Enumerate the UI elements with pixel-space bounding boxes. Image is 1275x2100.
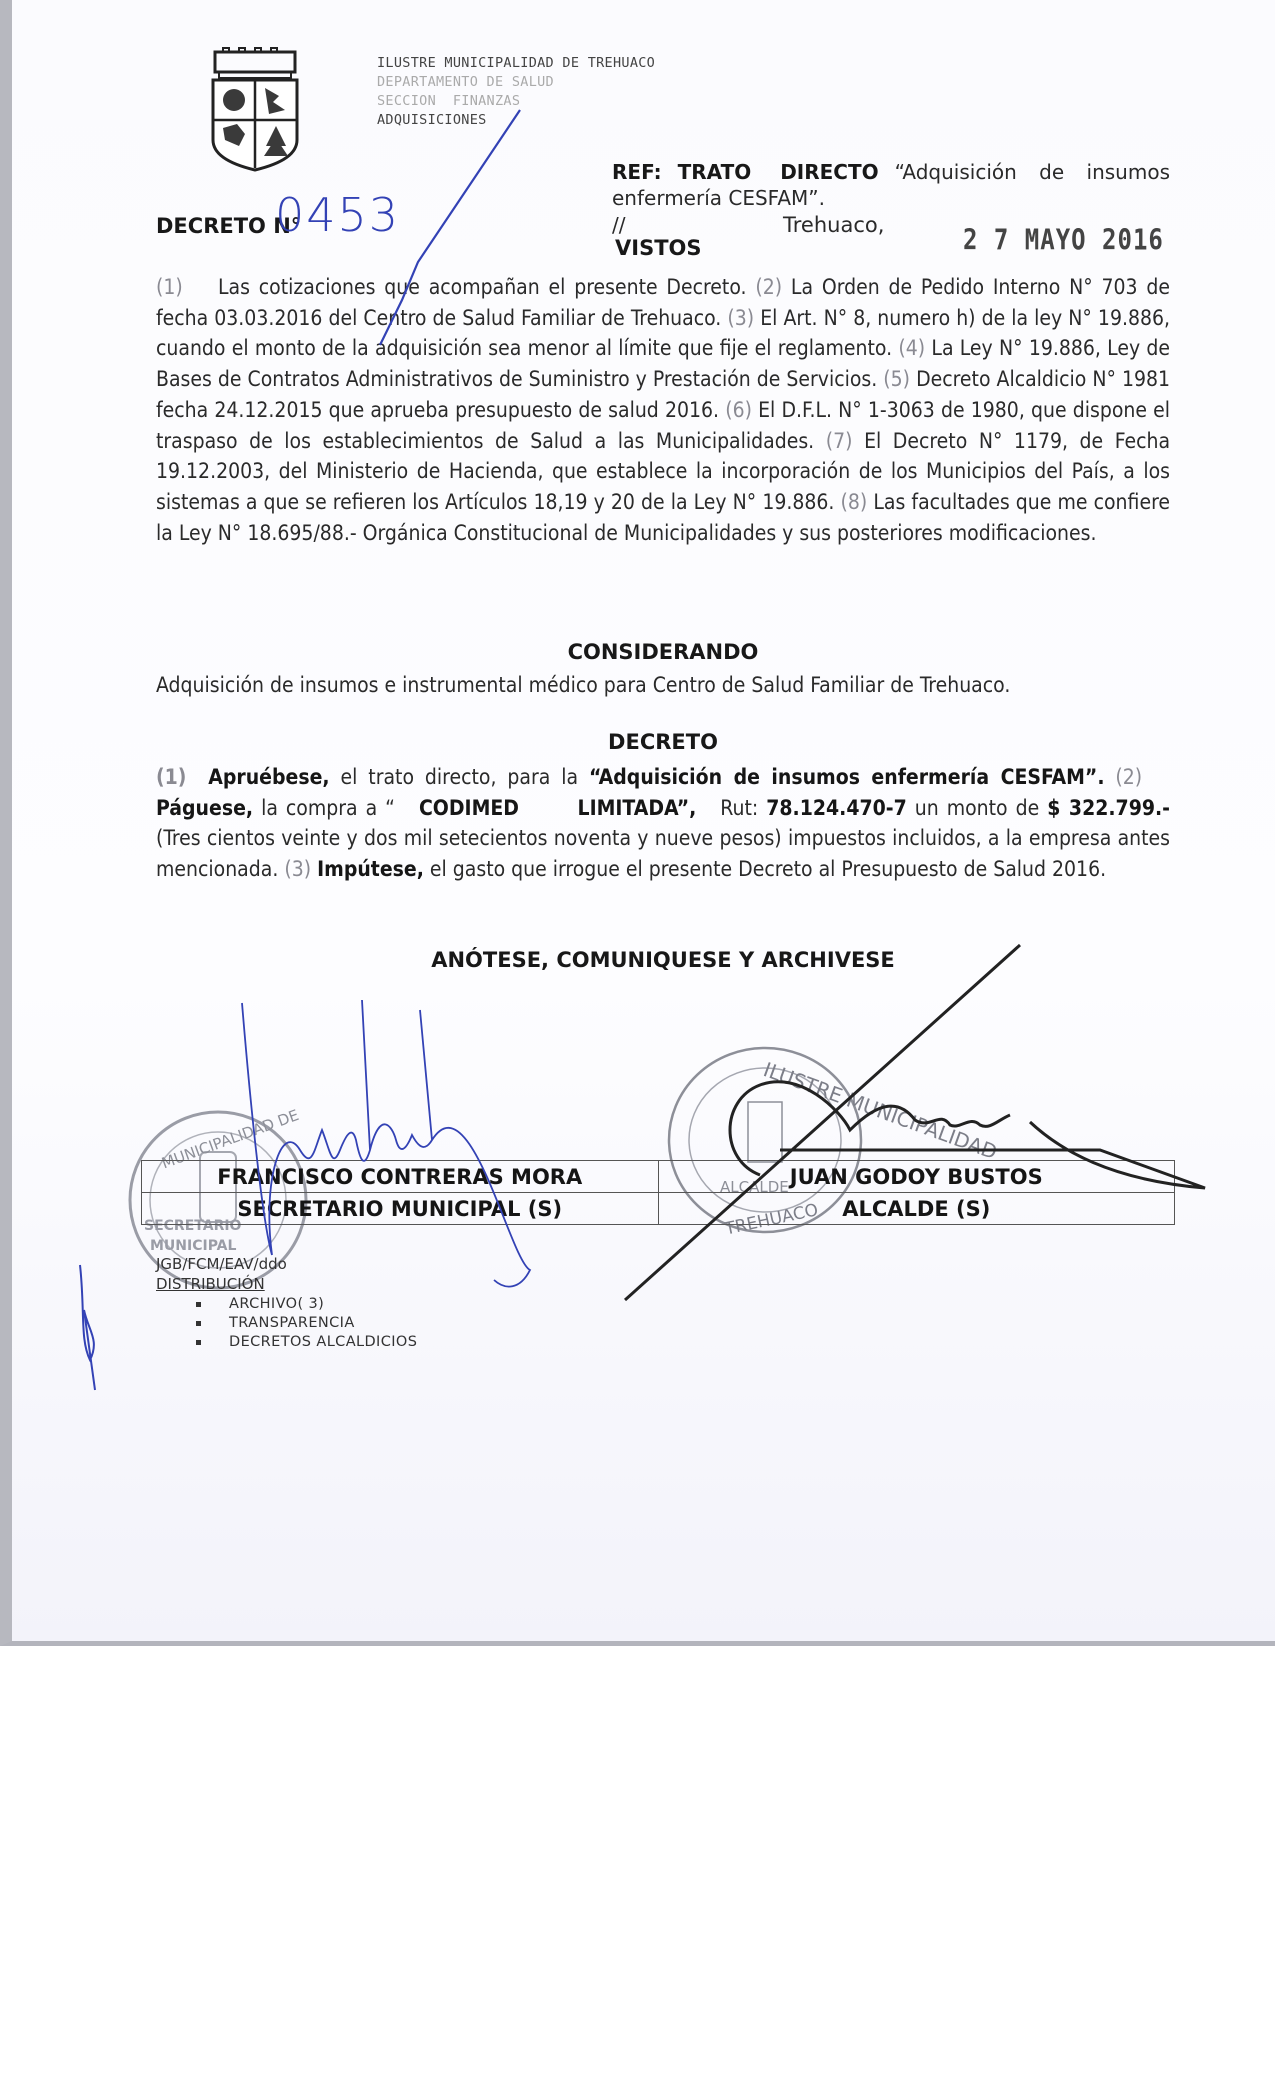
decreto-verb-1: Apruébese, <box>208 765 330 789</box>
mayor-name: JUAN GODOY BUSTOS <box>658 1161 1175 1193</box>
ref-subject-line2: enfermería CESFAM”. <box>612 186 825 210</box>
distribution-list <box>196 1296 417 1353</box>
vistos-item-4: La Ley N° 19.886, Ley de Bases de Contratos Administrativos de Suministro y Prestación de Servicios. <box>156 336 1171 392</box>
mayor-signature <box>625 945 1205 1300</box>
secretary-name: FRANCISCO CONTRERAS MORA <box>142 1161 659 1193</box>
secretary-signature <box>242 1000 530 1287</box>
vistos-num-1: (1) <box>156 275 183 299</box>
header-institution: ILUSTRE MUNICIPALIDAD DE TREHUACO <box>377 55 656 71</box>
decreto-num-2: (2) <box>1115 765 1143 789</box>
decree-slash-stroke <box>380 110 520 345</box>
header-section: SECCION FINANZAS <box>377 93 521 109</box>
mayor-title: ALCALDE (S) <box>658 1193 1175 1225</box>
distribution-item <box>196 1296 417 1315</box>
vistos-item-2: La Orden de Pedido Interno N° 703 de fecha 03.03.2016 del Centro de Salud Familiar de Trehuaco. <box>156 275 1170 330</box>
ref-type: TRATO DIRECTO <box>677 160 879 184</box>
distribution-item-label: DECRETOS ALCALDICIOS <box>229 1334 418 1350</box>
decreto-company: CODIMED LIMITADA”, <box>418 795 697 820</box>
mayor-stamp-top: ILUSTRE MUNICIPALIDAD <box>760 1057 1001 1165</box>
decree-handwritten-number: 0453 <box>275 188 401 242</box>
decreto-num-3: (3) <box>284 857 312 882</box>
vistos-item-7: El Decreto N° 1179, de Fecha 19.12.2003, del Ministerio de Hacienda, que establece la incorporación de los Municipios del País, a los sistemas a que se refieren los Artículos 18,19 y 20 de la Ley N° 19.886. <box>156 428 1171 514</box>
decreto-text-1: el trato directo, para la <box>340 765 579 789</box>
decreto-rut: 78.124.470-7 <box>766 795 907 820</box>
header-department: DEPARTAMENTO DE SALUD <box>377 74 554 90</box>
distribution-item-label: ARCHIVO( 3) <box>229 1296 325 1312</box>
vistos-num-6: (6) <box>725 397 752 422</box>
vistos-item-5: Decreto Alcaldicio N° 1981 fecha 24.12.2015 que aprueba presupuesto de salud 2016. <box>156 367 1171 422</box>
bullet-icon <box>196 1302 201 1307</box>
vistos-item-8: Las facultades que me confiere la Ley N° 18.695/88.- Orgánica Constitucional de Municipalidades y sus posteriores modificaciones. <box>156 489 1170 545</box>
vistos-num-3: (3) <box>727 305 755 330</box>
ref-slashes: // <box>612 213 626 237</box>
mayor-stamp-mid: ALCALDE <box>720 1178 789 1196</box>
decreto-amount: $ 322.799.- <box>1047 795 1171 820</box>
mayor-stamp-low: TREHUACO <box>723 1200 820 1240</box>
decreto-text-3: el gasto que irrogue el presente Decreto al Presupuesto de Salud 2016. <box>429 857 1107 882</box>
margin-initial <box>80 1265 95 1390</box>
vistos-title: VISTOS <box>615 236 702 260</box>
decreto-amount-pre: un monto de <box>914 795 1040 820</box>
distribution-label: DISTRIBUCIÓN <box>156 1275 265 1293</box>
decreto-title: DECRETO <box>608 730 718 754</box>
initials: JGB/FCM/EAV/ddo <box>156 1255 287 1273</box>
decreto-rut-label: Rut: <box>720 795 759 820</box>
vistos-num-4: (4) <box>898 336 926 361</box>
vistos-item-3: El Art. N° 8, numero h) de la ley N° 19.886, cuando el monto de la adquisición sea menor al límite que fije el reglamento. <box>156 305 1171 361</box>
bullet-icon <box>196 1321 201 1326</box>
considerando-text: Adquisición de insumos e instrumental médico para Centro de Salud Familiar de Trehuaco. <box>156 673 1011 697</box>
decreto-verb-3: Impútese, <box>317 857 424 882</box>
vistos-num-8: (8) <box>840 489 868 514</box>
vistos-item-6: El D.F.L. N° 1-3063 de 1980, que dispone el traspaso de los establecimientos de Salud a las Municipalidades. <box>156 397 1171 453</box>
ref-subject-line1: “Adquisición de insumos <box>894 160 1170 184</box>
distribution-item <box>196 1315 417 1334</box>
vistos-num-7: (7) <box>825 428 853 453</box>
vistos-num-2: (2) <box>755 275 783 299</box>
vistos-num-5: (5) <box>883 367 911 392</box>
ref-label: REF: <box>612 160 662 184</box>
ref-place: Trehuaco, <box>783 213 885 237</box>
vistos-item-1: Las cotizaciones que acompañan el presente Decreto. <box>218 275 747 299</box>
header-unit: ADQUISICIONES <box>377 112 487 128</box>
date-stamp: 2 7 MAYO 2016 <box>963 223 1164 257</box>
distribution-item <box>196 1334 417 1353</box>
secretary-stamp-mid: SECRETARIO <box>144 1218 242 1234</box>
closing-formula: ANÓTESE, COMUNIQUESE Y ARCHIVESE <box>431 948 895 972</box>
bullet-icon <box>196 1340 201 1345</box>
secretary-stamp-top: MUNICIPALIDAD DE <box>159 1105 302 1173</box>
decreto-num-1: (1) <box>156 765 187 789</box>
decreto-subject: “Adquisición de insumos enfermería CESFAM”. <box>588 765 1105 789</box>
secretary-title: SECRETARIO MUNICIPAL (S) <box>142 1193 659 1225</box>
distribution-item-label: TRANSPARENCIA <box>229 1315 355 1331</box>
decree-label: DECRETO N° <box>156 214 302 238</box>
decreto-amount-words: (Tres cientos veinte y dos mil setecientos noventa y nueve pesos) impuestos incluidos, a la empresa antes mencionada. <box>156 826 1170 882</box>
decreto-verb-2: Páguese, <box>156 795 254 820</box>
decreto-text-2: la compra a “ <box>261 795 395 820</box>
secretary-stamp-low: MUNICIPAL <box>150 1238 237 1254</box>
considerando-title: CONSIDERANDO <box>567 640 759 664</box>
